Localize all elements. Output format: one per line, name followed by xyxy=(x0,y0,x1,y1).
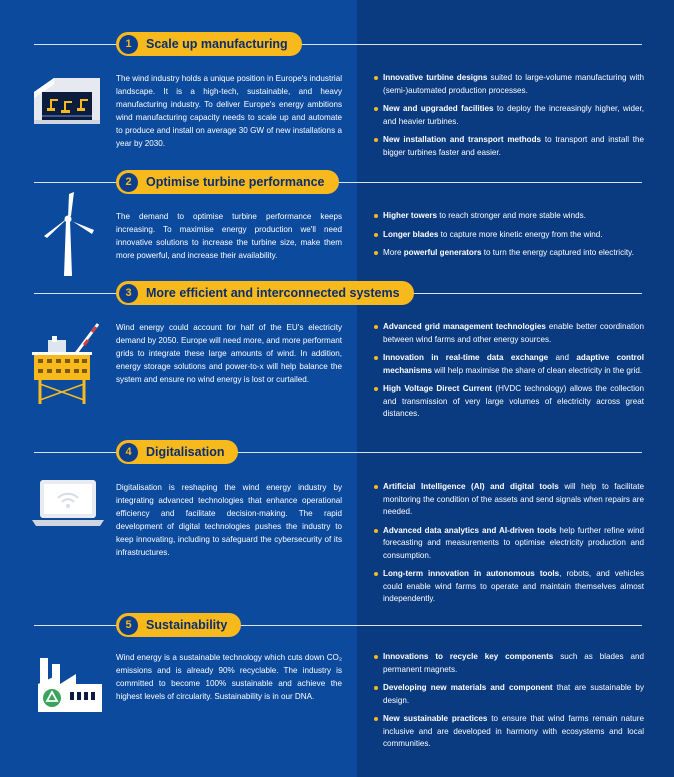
section-2-bullets xyxy=(374,210,644,266)
section-3-title: More efficient and interconnected systems xyxy=(146,286,400,300)
section-4-number: 4 xyxy=(119,443,138,462)
section-3-number: 3 xyxy=(119,284,138,303)
list-item: New sustainable practices to ensure that wind farms remain nature inclusive and are developed in harmony with ecosystems and local communities. xyxy=(374,713,644,751)
section-1-number: 1 xyxy=(119,35,138,54)
section-4-bullets xyxy=(374,481,644,612)
wind-turbine-icon xyxy=(38,190,98,283)
section-2-title: Optimise turbine performance xyxy=(146,175,325,189)
section-2-description: The demand to optimise turbine performance keeps increasing. To maximise energy production we'll need innovative solutions to increase the turbine size, make them more powerful, and increase their availability. xyxy=(116,212,342,260)
list-item: Long-term innovation in autonomous tools, robots, and vehicles could enable wind farms to operate and maintain themselves almost independently. xyxy=(374,568,644,606)
section-5-description: Wind energy is a sustainable technology which cuts down CO₂ emissions and is already 90% recyclable. The industry is committed to become 100% sustainable and achieve the highest levels of circularity. Sustainability is in our DNA. xyxy=(116,653,342,701)
recycling-factory-icon xyxy=(34,654,106,719)
section-5-number: 5 xyxy=(119,616,138,635)
list-item: New installation and transport methods to transport and install the bigger turbines faster and easier. xyxy=(374,134,644,159)
section-1-header xyxy=(116,32,302,56)
section-3-header xyxy=(116,281,414,305)
list-item: Higher towers to reach stronger and more stable winds. xyxy=(374,210,644,223)
list-item: More powerful generators to turn the energy captured into electricity. xyxy=(374,247,644,260)
list-item: Advanced data analytics and AI-driven tools help further refine wind forecasting and measurements to optimise electricity production and consumption. xyxy=(374,525,644,563)
section-4-header xyxy=(116,440,238,464)
section-2-header xyxy=(116,170,339,194)
list-item: Artificial Intelligence (AI) and digital tools will help to facilitate monitoring the condition of the assets and send signals when repairs are needed. xyxy=(374,481,644,519)
section-2-number: 2 xyxy=(119,173,138,192)
section-1-description: The wind industry holds a unique position in Europe's industrial landscape. It is a high-tech, sustainable, and heavy manufacturing industry. To deliver Europe's energy ambitions wind manufacturing capacity needs to scale up and automate to produce and install on average 30 GW of new installations a year by 2030. xyxy=(116,74,342,148)
section-5-header xyxy=(116,613,241,637)
factory-robots-icon xyxy=(30,70,104,137)
section-3-description: Wind energy could account for half of the EU's electricity demand by 2050. Europe will need more, and more performant grids to integrate these large amounts of wind. In addition, energy storage solutions and power-to-x will help balance the system and ensure no wind energy is lost or curtailed. xyxy=(116,323,342,384)
section-5-title: Sustainability xyxy=(146,618,228,632)
list-item: High Voltage Direct Current (HVDC technology) allows the collection and transmission of very large volumes of electricity across great distances. xyxy=(374,383,644,421)
list-item: Longer blades to capture more kinetic energy from the wind. xyxy=(374,229,644,242)
section-3-bullets xyxy=(374,321,644,427)
list-item: Developing new materials and component that are sustainable by design. xyxy=(374,682,644,707)
section-1-title: Scale up manufacturing xyxy=(146,37,288,51)
section-5-bullets xyxy=(374,651,644,757)
list-item: New and upgraded facilities to deploy the increasingly higher, wider, and heavier turbines. xyxy=(374,103,644,128)
list-item: Innovations to recycle key components such as blades and permanent magnets. xyxy=(374,651,644,676)
section-4-title: Digitalisation xyxy=(146,445,225,459)
list-item: Innovative turbine designs suited to large-volume manufacturing with (semi-)automated production processes. xyxy=(374,72,644,97)
list-item: Innovation in real-time data exchange and adaptive control mechanisms will help maximise the share of clean electricity in the grid. xyxy=(374,352,644,377)
section-1-bullets xyxy=(374,72,644,165)
section-4-description: Digitalisation is reshaping the wind energy industry by integrating advanced technologies that enhance operational efficiency and facilitate decision-making. The rapid development of digital technologies pushes the industry to keep innovating, including to safeguard the cybersecurity of its infrastructures. xyxy=(116,483,342,557)
list-item: Advanced grid management technologies enable better coordination between wind farms and other energy sources. xyxy=(374,321,644,346)
offshore-substation-icon xyxy=(26,318,106,413)
laptop-wifi-icon xyxy=(30,478,106,533)
